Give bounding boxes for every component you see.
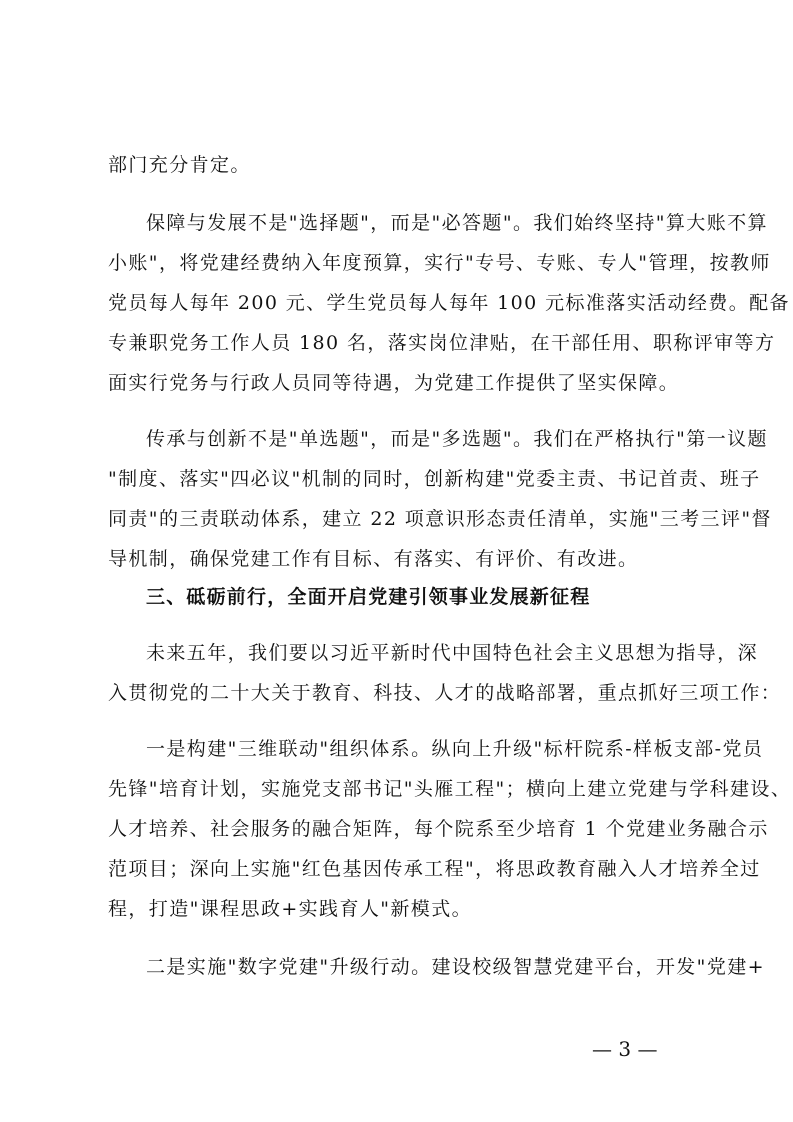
paragraph-line: 小账"，将党建经费纳入年度预算，实行"专号、专账、专人"管理，按教师 [108, 252, 771, 274]
paragraph-line: 同责"的三责联动体系，建立 22 项意识形态责任清单，实施"三考三评"督 [108, 508, 772, 530]
paragraph-line: 未来五年，我们要以习近平新时代中国特色社会主义思想为指导，深 [146, 642, 759, 664]
paragraph-line: 人才培养、社会服务的融合矩阵，每个院系至少培育 1 个党建业务融合示 [108, 818, 769, 840]
paragraph-line: 专兼职党务工作人员 180 名，落实岗位津贴，在干部任用、职称评审等方 [108, 332, 776, 354]
paragraph-line: 党员每人每年 200 元、学生党员每人每年 100 元标准落实活动经费。配备 [108, 292, 790, 314]
paragraph-line: 入贯彻党的二十大关于教育、科技、人才的战略部署，重点抓好三项工作： [108, 682, 782, 704]
paragraph-line: 面实行党务与行政人员同等待遇，为党建工作提供了坚实保障。 [108, 372, 680, 394]
paragraph-line: 传承与创新不是"单选题"，而是"多选题"。我们在严格执行"第一议题 [146, 428, 768, 450]
page-number: — 3 — [592, 1037, 658, 1061]
paragraph-line: 范项目；深向上实施"红色基因传承工程"，将思政教育融入人才培养全过 [108, 858, 761, 880]
paragraph-line: 保障与发展不是"选择题"，而是"必答题"。我们始终坚持"算大账不算 [146, 212, 768, 234]
section-heading: 三、砥砺前行，全面开启党建引领事业发展新征程 [146, 586, 591, 608]
paragraph-line: 二是实施"数字党建"升级行动。建设校级智慧党建平台，开发"党建+ [146, 956, 765, 978]
paragraph-line: 导机制，确保党建工作有目标、有落实、有评价、有改进。 [108, 548, 639, 570]
paragraph-line: 一是构建"三维联动"组织体系。纵向上升级"标杆院系-样板支部-党员 [146, 738, 764, 760]
paragraph-line: 程，打造"课程思政+实践育人"新模式。 [108, 898, 472, 920]
paragraph-line: 部门充分肯定。 [108, 154, 251, 176]
paragraph-line: 先锋"培育计划，实施党支部书记"头雁工程"；横向上建立党建与学科建设、 [108, 778, 792, 800]
paragraph-line: "制度、落实"四必议"机制的同时，创新构建"党委主责、书记首责、班子 [108, 468, 761, 490]
